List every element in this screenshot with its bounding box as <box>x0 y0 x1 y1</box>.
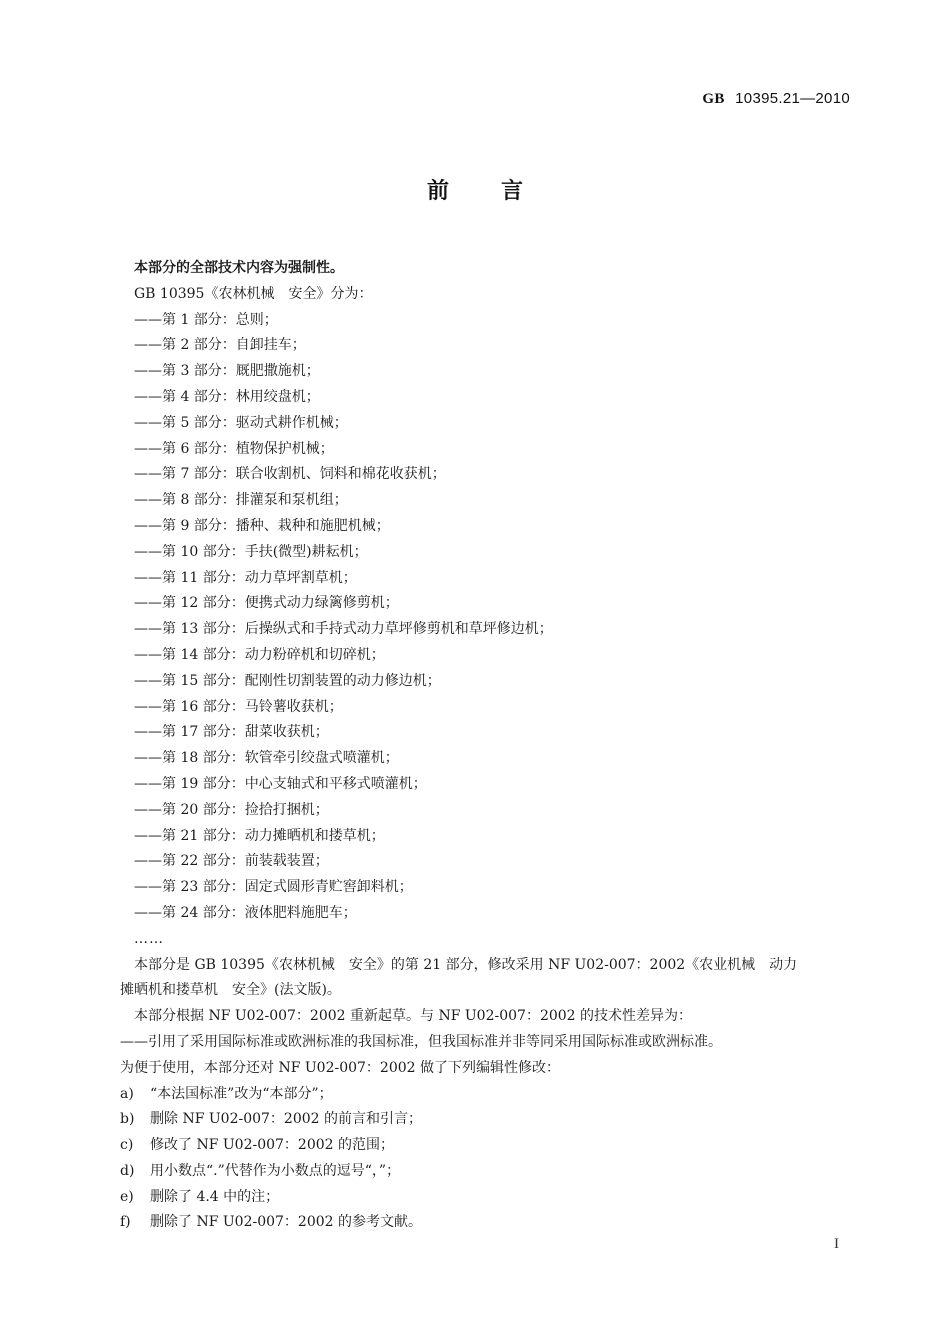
list-item: ——第 4 部分：林用绞盘机； <box>134 388 320 405</box>
list-marker: d) <box>120 1162 135 1179</box>
list-marker: c) <box>120 1137 134 1154</box>
parts-list <box>134 308 854 953</box>
list-item <box>120 1185 854 1211</box>
list-item <box>120 1133 854 1159</box>
list-item: ——第 1 部分：总则； <box>134 311 278 328</box>
page-number: I <box>834 1236 839 1252</box>
list-item: ——第 19 部分：中心支轴式和平移式喷灌机； <box>134 775 427 792</box>
list-marker: e) <box>120 1188 134 1205</box>
list-item: ——第 20 部分：捡拾打捆机； <box>134 801 329 818</box>
list-item: ——第 2 部分：自卸挂车； <box>134 337 306 354</box>
list-item <box>120 1107 854 1133</box>
standard-prefix: GB <box>702 91 725 107</box>
list-text: “本法国标准”改为“本部分”； <box>150 1085 333 1102</box>
list-ellipsis: …… <box>134 930 164 947</box>
list-item: ——第 17 部分：甜菜收获机； <box>134 724 329 741</box>
list-item: ——第 8 部分：排灌泵和泵机组； <box>134 492 348 509</box>
list-text: 用小数点“.”代替作为小数点的逗号“，”； <box>150 1162 401 1179</box>
editorial-changes-list <box>120 1082 854 1237</box>
list-marker: b) <box>120 1111 135 1128</box>
list-item: ——第 22 部分：前装载装置； <box>134 853 329 870</box>
list-item <box>120 1082 854 1108</box>
series-statement: GB 10395《农林机械 安全》分为： <box>134 285 373 302</box>
list-item: ——第 23 部分：固定式圆形青贮窖卸料机； <box>134 879 413 896</box>
list-item: ——第 16 部分：马铃薯收获机； <box>134 698 343 715</box>
list-item: ——第 5 部分：驱动式耕作机械； <box>134 414 348 431</box>
list-text: 删除了 4.4 中的注； <box>150 1188 280 1205</box>
list-item <box>120 1210 854 1236</box>
list-marker: a) <box>120 1085 134 1102</box>
adoption-statement-line-2: 摊晒机和搂草机 安全》(法文版)。 <box>120 982 341 999</box>
adoption-statement-line-1: 本部分是 GB 10395《农林机械 安全》的第 21 部分，修改采用 NF U02-007：2002《农业机械 动力 <box>134 956 798 973</box>
list-item: ——第 7 部分：联合收割机、饲料和棉花收获机； <box>134 466 446 483</box>
technical-difference: ——引用了采用国际标准或欧洲标准的我国标准，但我国标准并非等同采用国际标准或欧洲标准。 <box>120 1033 722 1050</box>
document-body <box>120 256 854 1236</box>
list-item: ——第 9 部分：播种、栽种和施肥机械； <box>134 517 390 534</box>
list-item: ——第 11 部分：动力草坪割草机； <box>134 569 357 586</box>
standard-number: 10395.21—2010 <box>735 90 850 107</box>
list-text: 删除 NF U02-007：2002 的前言和引言； <box>150 1111 423 1128</box>
list-item: ——第 10 部分：手扶(微型)耕耘机； <box>134 543 368 560</box>
list-item: ——第 15 部分：配刚性切割装置的动力修边机； <box>134 672 441 689</box>
list-marker: f) <box>120 1214 131 1231</box>
standard-code <box>702 90 850 108</box>
list-text: 修改了 NF U02-007：2002 的范围； <box>150 1137 395 1154</box>
editorial-intro: 为便于使用，本部分还对 NF U02-007：2002 做了下列编辑性修改： <box>120 1059 561 1076</box>
page-title: 前言 <box>426 179 575 204</box>
list-item: ——第 12 部分：便携式动力绿篱修剪机； <box>134 595 399 612</box>
list-item: ——第 13 部分：后操纵式和手持式动力草坪修剪机和草坪修边机； <box>134 621 553 638</box>
list-item: ——第 21 部分：动力摊晒机和搂草机； <box>134 827 385 844</box>
redraft-statement: 本部分根据 NF U02-007：2002 重新起草。与 NF U02-007：2002 的技术性差异为： <box>134 1008 693 1025</box>
list-item <box>120 1159 854 1185</box>
mandatory-statement: 本部分的全部技术内容为强制性。 <box>134 260 344 276</box>
list-item: ——第 18 部分：软管牵引绞盘式喷灌机； <box>134 750 399 767</box>
list-text: 删除了 NF U02-007：2002 的参考文献。 <box>150 1214 423 1231</box>
list-item: ——第 3 部分：厩肥撒施机； <box>134 363 320 380</box>
list-item: ——第 14 部分：动力粉碎机和切碎机； <box>134 646 385 663</box>
list-item: ——第 6 部分：植物保护机械； <box>134 440 334 457</box>
list-item: ——第 24 部分：液体肥料施肥车； <box>134 904 357 921</box>
